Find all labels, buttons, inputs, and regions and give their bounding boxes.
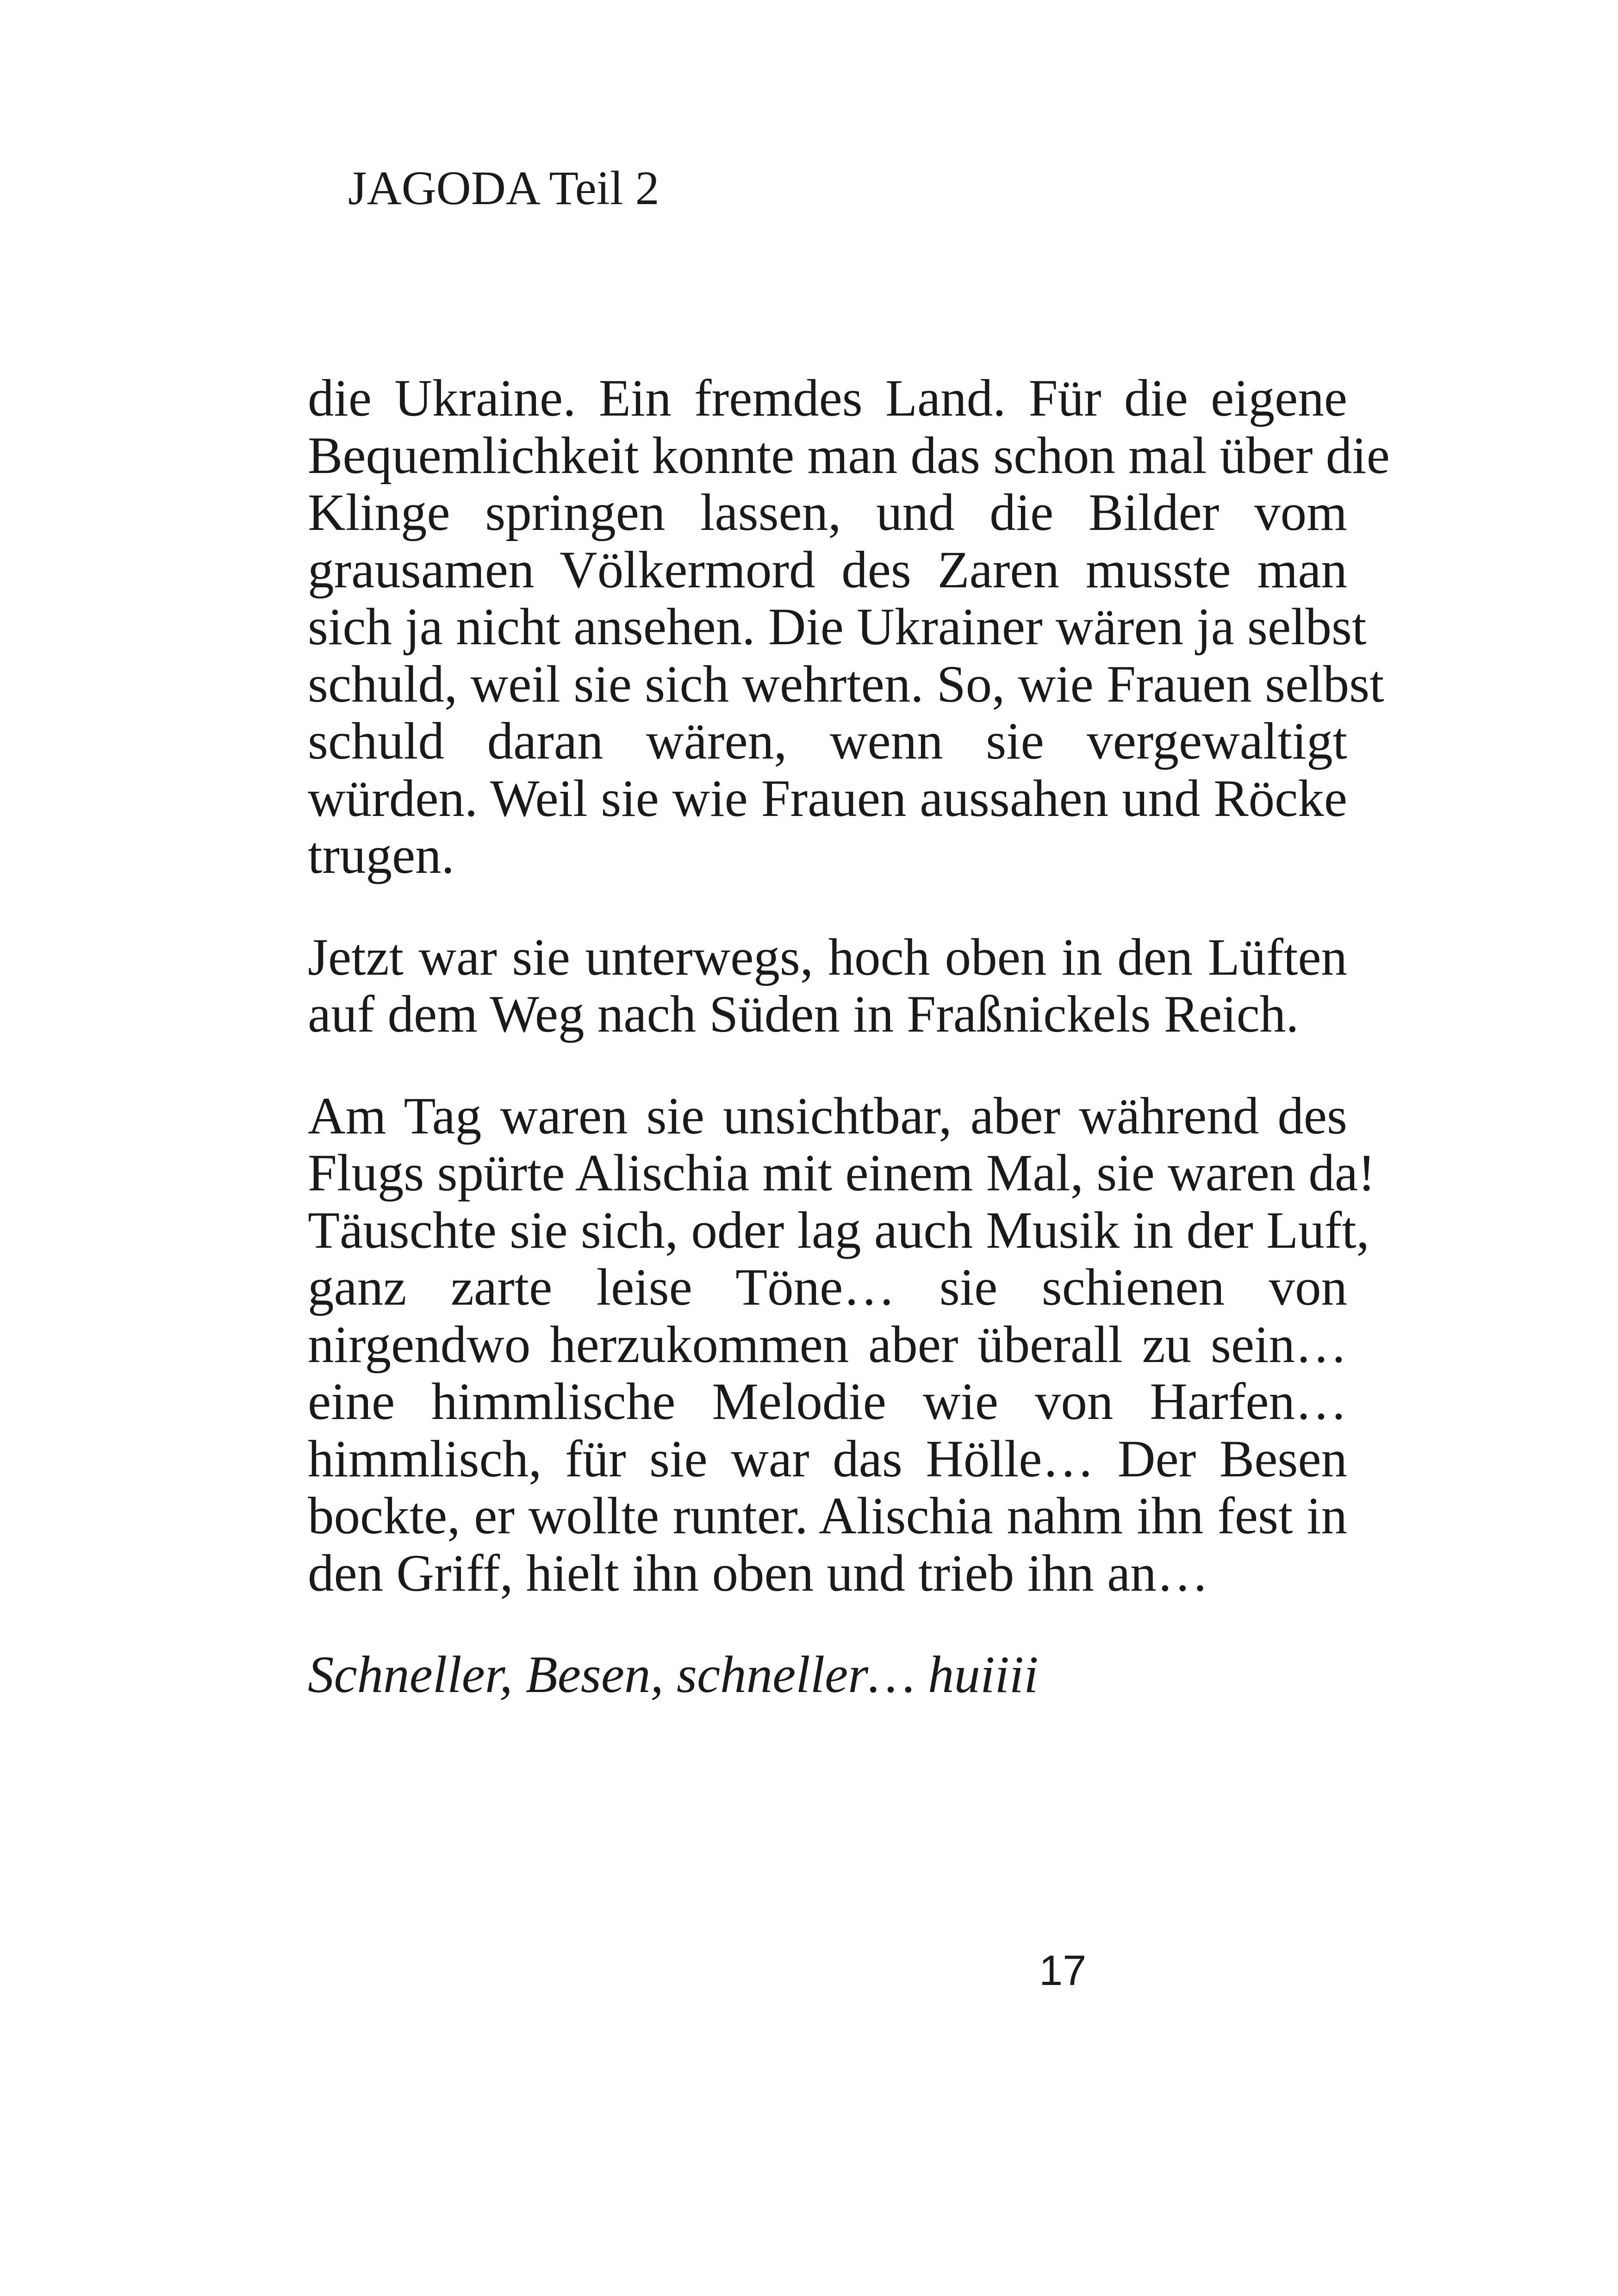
text-line: trugen. [308,827,454,884]
text-line: himmlisch, für sie war das Hölle… Der Besen [308,1430,1347,1488]
paragraph-spacer [308,884,1347,929]
body-text [308,369,1390,1704]
text-line: grausamen Völkermord des Zaren musste man [308,541,1347,599]
text-line: schuld daran wären, wenn sie vergewaltigt [308,712,1347,770]
text-line: Jetzt war sie unterwegs, hoch oben in den Lüften [308,928,1347,986]
paragraph-spacer [308,1602,1347,1646]
paragraph [308,1646,1347,1704]
paragraph [308,369,1390,884]
text-line: Bequemlichkeit konnte man das schon mal über die [308,426,1390,485]
text-line: auf dem Weg nach Süden in Fraßnickels Reich. [308,985,1299,1043]
italic-line: Schneller, Besen, schneller… huiiii [308,1646,1039,1704]
text-line: Klinge springen lassen, und die Bilder vom [308,484,1347,541]
text-line: ganz zarte leise Töne… sie schienen von [308,1258,1347,1316]
text-line: die Ukraine. Ein fremdes Land. Für die eigene [308,369,1347,427]
text-line: nirgendwo herzukommen aber überall zu sein… [308,1315,1347,1374]
text-line: Flugs spürte Alischia mit einem Mal, sie waren da! [308,1144,1375,1202]
text-line: würden. Weil sie wie Frauen aussahen und Röcke [308,769,1347,828]
text-line: Täuschte sie sich, oder lag auch Musik in der Luft, [308,1201,1369,1259]
page-number: 17 [1039,1947,1087,1994]
running-header: JAGODA Teil 2 [348,162,660,215]
paragraph [308,1087,1375,1602]
text-line: den Griff, hielt ihn oben und trieb ihn an… [308,1544,1209,1602]
text-line: schuld, weil sie sich wehrten. So, wie Frauen selbst [308,655,1384,713]
text-line: eine himmlische Melodie wie von Harfen… [308,1373,1347,1431]
text-line: Am Tag waren sie unsichtbar, aber während des [308,1087,1347,1145]
paragraph-spacer [308,1043,1347,1088]
text-line: sich ja nicht ansehen. Die Ukrainer wären ja selbst [308,598,1367,656]
text-line: bockte, er wollte runter. Alischia nahm ihn fest in [308,1487,1347,1545]
paragraph [308,929,1347,1043]
